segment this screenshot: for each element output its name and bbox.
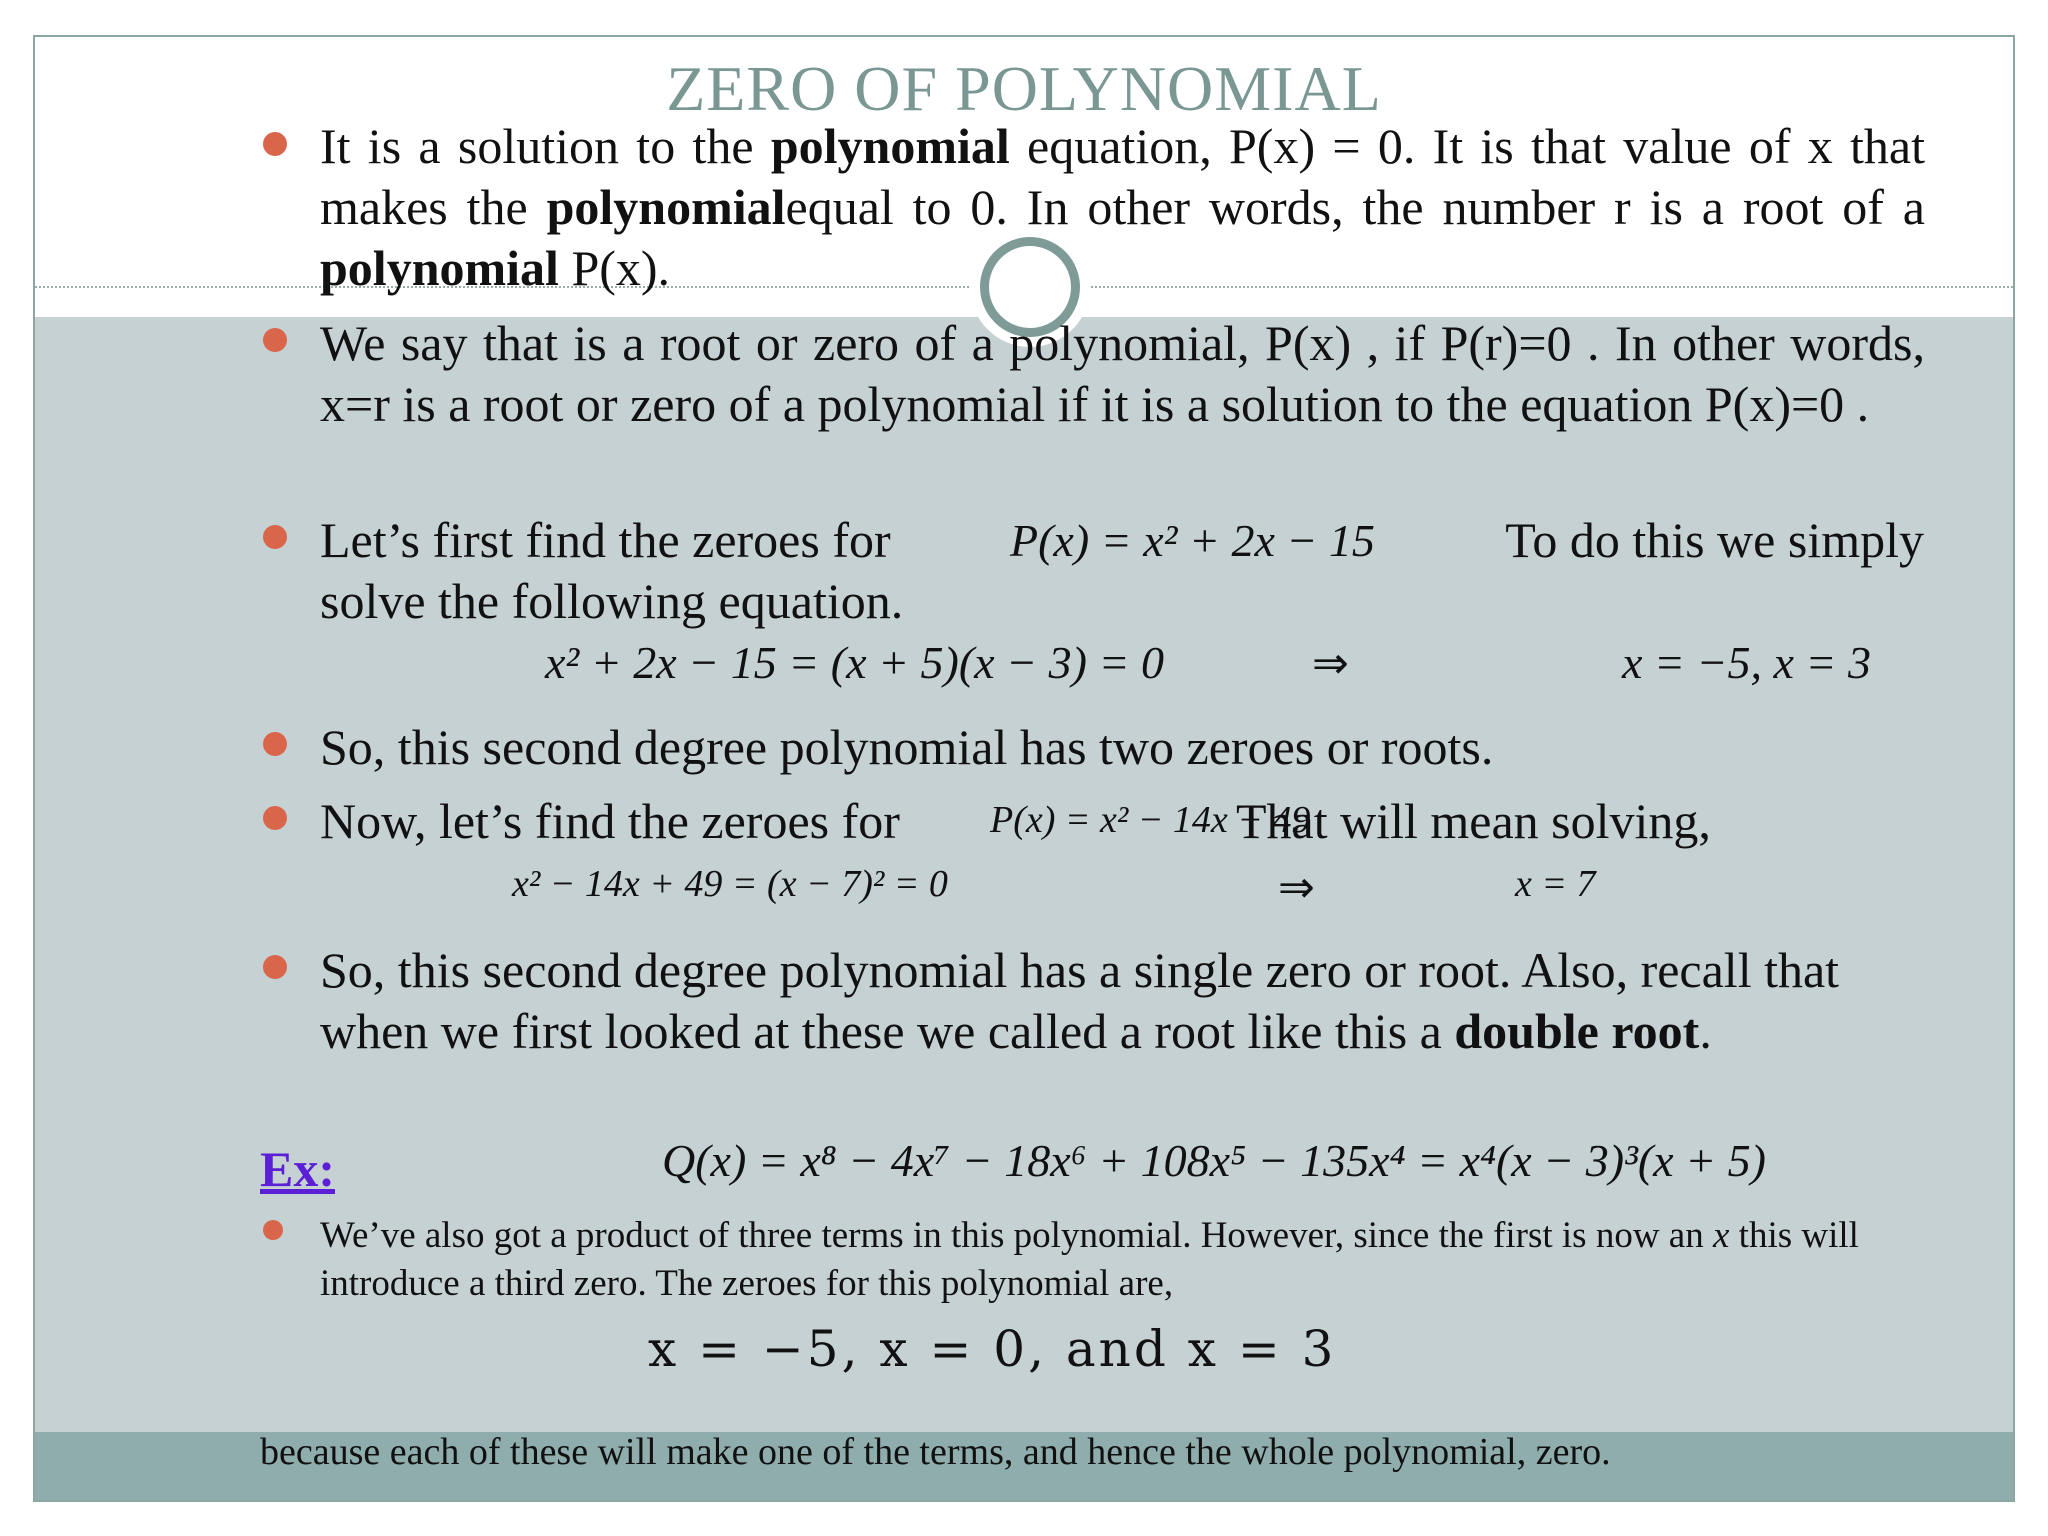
bullet-dot-icon xyxy=(263,955,287,979)
formula-p2: P(x) = x² − 14x + 49 xyxy=(990,799,1311,841)
bullet-dot-icon xyxy=(263,132,287,156)
bullet-dot-icon xyxy=(263,806,287,830)
bullet-3-tail: To do this we simply xyxy=(1505,512,1924,568)
equation-1-left: x² + 2x − 15 = (x + 5)(x − 3) = 0 xyxy=(545,637,1164,688)
formula-p1: P(x) = x² + 2x − 15 xyxy=(1010,515,1375,566)
bullet-4-text: So, this second degree polynomial has two zeroes or roots. xyxy=(320,719,1494,775)
equation-2-left: x² − 14x + 49 = (x − 7)² = 0 xyxy=(512,863,948,905)
bullet-1-text: It is a solution to the polynomial equation, P(x) = 0. It is that value of x that makes the polynomialequal to 0. In other words, the number r is a root of a polynomial P(x). xyxy=(320,118,1925,296)
equation-2-right: x = 7 xyxy=(1515,863,1596,905)
bullet-5-tail: That will mean solving, xyxy=(1236,793,1711,849)
slide-title: ZERO OF POLYNOMIAL xyxy=(666,53,1382,124)
bullet-3-line2: solve the following equation. xyxy=(320,573,904,629)
zeros-result: x = −5, x = 0, and x = 3 xyxy=(648,1320,1337,1378)
footer-text: because each of these will make one of the terms, and hence the whole polynomial, zero. xyxy=(260,1431,1611,1473)
bullet-dot-icon xyxy=(263,1220,283,1240)
bullet-6-text: So, this second degree polynomial has a single zero or root. Also, recall that when we first looked at these we called a root like this a double root. xyxy=(320,942,1840,1059)
bullet-dot-icon xyxy=(263,732,287,756)
equation-1-right: x = −5, x = 3 xyxy=(1622,637,1871,688)
bullet-5-text: Now, let’s find the zeroes for xyxy=(320,793,900,849)
bullet-dot-icon xyxy=(263,328,287,352)
example-link[interactable]: Ex: xyxy=(260,1141,335,1197)
bullet-7-text: We’ve also got a product of three terms in this polynomial. However, since the first is now an x this will introduce a third zero. The zeroes for this polynomial are, xyxy=(320,1215,1859,1304)
bullet-dot-icon xyxy=(263,525,287,549)
implies-arrow-icon: ⇒ xyxy=(1312,638,1349,689)
equation-3: Q(x) = x⁸ − 4x⁷ − 18x⁶ + 108x⁵ − 135x⁴ = x⁴(x − 3)³(x + 5) xyxy=(662,1135,1766,1186)
implies-arrow-icon: ⇒ xyxy=(1278,862,1315,913)
bullet-2-text: We say that is a root or zero of a polynomial, P(x) , if P(r)=0 . In other words, x=r is a root or zero of a polynomial if it is a solution to the equation P(x)=0 . xyxy=(320,315,1925,432)
bullet-3-text: Let’s first find the zeroes for xyxy=(320,512,891,568)
